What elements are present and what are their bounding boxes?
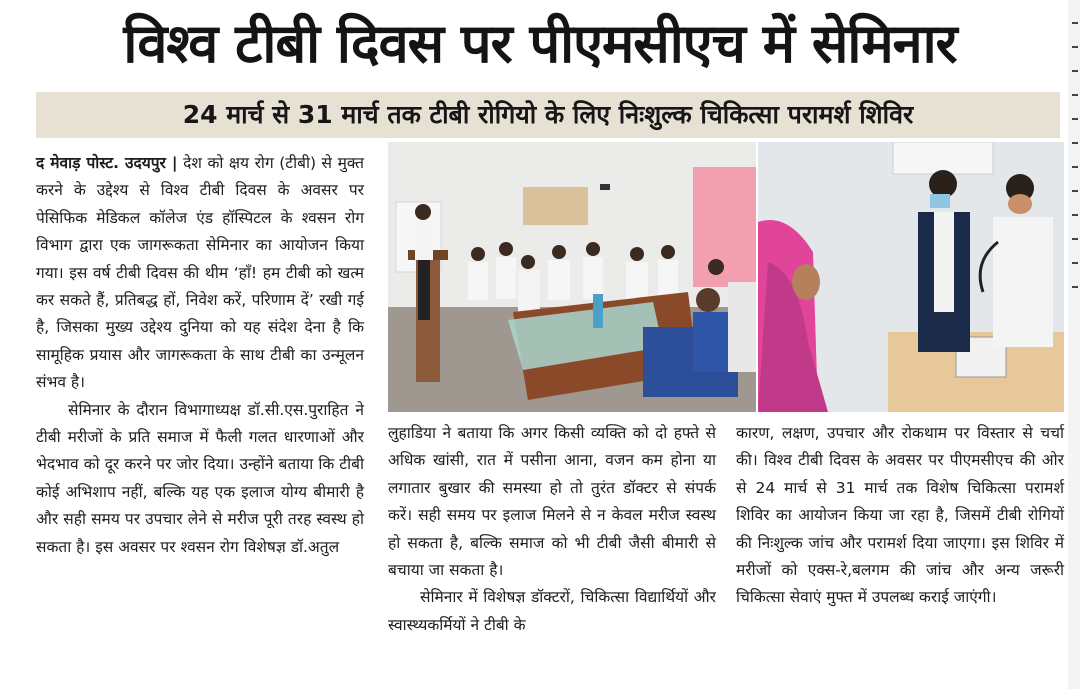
subheadline: 24 मार्च से 31 मार्च तक टीबी रोगियो के लिए निःशुल्क चिकित्सा परामर्श शिविर <box>36 92 1060 138</box>
page-edge <box>1068 0 1080 689</box>
consultation-photo <box>758 142 1064 412</box>
paragraph: लुहाडिया ने बताया कि अगर किसी व्यक्ति को दो हफ्ते से अधिक खांसी, रात में पसीना आना, वजन कम होना या लगातार बुखार की समस्या हो तो तुरंत डॉक्टर से संपर्क करें। सही समय पर इलाज मिलने से न केवल मरीज स्वस्थ हो सकता है, बल्कि समाज को भी टीबी जैसी बीमारी से बचाया जा सकता है। <box>388 424 716 580</box>
column-1 <box>36 150 364 561</box>
column-3 <box>736 420 1064 612</box>
column-2 <box>388 420 716 639</box>
headline: विश्व टीबी दिवस पर पीएमसीएच में सेमिनार <box>123 12 957 75</box>
consultation-illustration <box>758 142 1064 412</box>
seminar-photo <box>388 142 756 412</box>
paragraph <box>36 150 364 397</box>
dateline: द मेवाड़ पोस्ट. उदयपुर | <box>36 154 178 172</box>
seminar-illustration <box>388 142 756 412</box>
paragraph: सेमिनार में विशेषज्ञ डॉक्टरों, चिकित्सा विद्यार्थियों और स्वास्थ्यकर्मियों ने टीबी के <box>388 588 716 634</box>
paragraph: सेमिनार के दौरान विभागाध्यक्ष डॉ.सी.एस.पुराहित ने टीबी मरीजों के प्रति समाज में फैली गलत धारणाओं और भेदभाव को दूर करने पर जोर दिया। उन्होंने बताया कि टीबी कोई अभिशाप नहीं, बल्कि यह एक इलाज योग्य बीमारी है और सही समय पर उपचार लेने से मरीज पूरी तरह स्वस्थ हो सकता है। इस अवसर पर श्वसन रोग विशेषज्ञ डॉ.अतुल <box>36 400 364 556</box>
paragraph-text: देश को क्षय रोग (टीबी) से मुक्त करने के उद्देश्य से विश्व टीबी दिवस के अवसर पर पेसिफिक मेडिकल कॉलेज एंड हॉस्पिटल के श्वसन रोग विभाग द्वारा एक जागरूकता सेमिनार का आयोजन किया गया। इस वर्ष टीबी दिवस की थीम ‘हाँ! हम टीबी को खत्म कर सकते हैं, प्रतिबद्ध हों, निवेश करें, परिणाम दें’ रखी गई है, जिसका मुख्य उद्देश्य दुनिया को यह संदेश देना है कि सामूहिक प्रयास और जागरूकता के साथ टीबी का उन्मूलन संभव है। <box>36 154 364 392</box>
paragraph: कारण, लक्षण, उपचार और रोकथाम पर विस्तार से चर्चा की। विश्व टीबी दिवस के अवसर पर पीएमसीएच की ओर से 24 मार्च से 31 मार्च तक विशेष चिकित्सा परामर्श शिविर का आयोजन किया जा रहा है, जिसमें टीबी रोगियों की निःशुल्क जांच और परामर्श दिया जाएगा। इस शिविर में मरीजों को एक्स-रे,बलगम की जांच और अन्य जरूरी चिकित्सा सेवाएं मुफ्त में उपलब्ध कराई जाएंगी। <box>736 424 1064 607</box>
